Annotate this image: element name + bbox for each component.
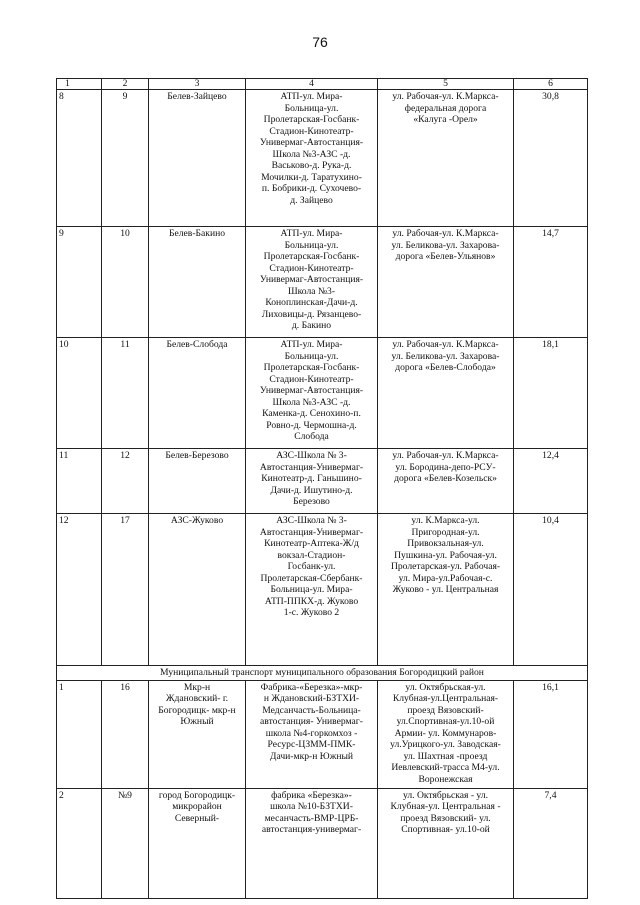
- route-length: 10,4: [514, 514, 588, 666]
- route-length: 14,7: [514, 227, 588, 338]
- route-number: 11: [102, 338, 149, 449]
- route-streets: ул. Октябрьская-ул. Клубная-ул.Центральная- проезд Вязовский- ул.Спортивная-ул.10-ой Армии- ул. Коммунаров- ул.Урицкого-ул. Заводская- ул. Шахтная -проезд Иевлевский-трасса М4-ул. Воронежская: [378, 680, 514, 788]
- route-number: №9: [102, 788, 149, 898]
- route-streets: ул. К.Маркса-ул. Пригородная-ул. Привокзальная-ул. Пушкина-ул. Рабочая-ул. Пролетарская-ул. Рабочая- ул. Мира-ул.Рабочая-с. Жуково - ул. Центральная: [378, 514, 514, 666]
- routes-table: [56, 78, 588, 899]
- route-number: 9: [102, 90, 149, 227]
- route-number: 10: [102, 227, 149, 338]
- route-streets: ул. Рабочая-ул. К.Маркса- ул. Бородина-депо-РСУ- дорога «Белев-Козельск»: [378, 449, 514, 514]
- row-number: 1: [57, 680, 102, 788]
- route-stops: АТП-ул. Мира- Больница-ул. Пролетарская-Госбанк- Стадион-Кинотеатр- Универмаг-Автостанция- Школа №3-АЗС -д. Васьково-д. Рука-д. Мочилки-д. Таратухино- п. Бобрики-д. Сухочево- д. Зайцево: [246, 90, 378, 227]
- header-cell-3: 3: [149, 79, 246, 90]
- section-title-row: [57, 666, 588, 681]
- route-streets: ул. Рабочая-ул. К.Маркса- ул. Беликова-ул. Захарова- дорога «Белев-Слобода»: [378, 338, 514, 449]
- route-stops: АТП-ул. Мира- Больница-ул. Пролетарская-Госбанк- Стадион-Кинотеатр- Универмаг-Автостанция- Школа №3-АЗС -д. Каменка-д. Сенохино-п. Ровно-д. Чермошна-д. Слобода: [246, 338, 378, 449]
- route-number: 17: [102, 514, 149, 666]
- header-cell-5: 5: [378, 79, 514, 90]
- table-row: [57, 227, 588, 338]
- table-row: [57, 788, 588, 898]
- route-length: 16,1: [514, 680, 588, 788]
- route-length: 18,1: [514, 338, 588, 449]
- route-name: Белев-Бакино: [149, 227, 246, 338]
- route-stops: АЗС-Школа № 3- Автостанция-Универмаг- Кинотеатр-д. Ганьшино- Дачи-д. Ишутино-д. Березово: [246, 449, 378, 514]
- route-length: 7,4: [514, 788, 588, 898]
- table-row: [57, 514, 588, 666]
- table-row: [57, 449, 588, 514]
- row-number: 9: [57, 227, 102, 338]
- row-number: 11: [57, 449, 102, 514]
- route-name: Белев-Зайцево: [149, 90, 246, 227]
- route-streets: ул. Рабочая-ул. К.Маркса- ул. Беликова-ул. Захарова- дорога «Белев-Ульянов»: [378, 227, 514, 338]
- route-stops: фабрика «Березка»- школа №10-БЗТХИ- месанчасть-ВМР-ЦРБ- автостанция-универмаг-: [246, 788, 378, 898]
- route-name: Белев-Березово: [149, 449, 246, 514]
- route-length: 12,4: [514, 449, 588, 514]
- route-streets: ул. Рабочая-ул. К.Маркса- федеральная дорога «Калуга -Орел»: [378, 90, 514, 227]
- route-number: 16: [102, 680, 149, 788]
- section-title: Муниципальный транспорт муниципального образования Богородицкий район: [57, 666, 588, 681]
- route-name: Белев-Слобода: [149, 338, 246, 449]
- header-cell-4: 4: [246, 79, 378, 90]
- route-name: Мкр-н Ждановский- г. Богородицк- мкр-н Южный: [149, 680, 246, 788]
- route-length: 30,8: [514, 90, 588, 227]
- header-cell-6: 6: [514, 79, 588, 90]
- header-cell-1: 1: [57, 79, 102, 90]
- table-header-row: [57, 79, 588, 90]
- route-stops: Фабрика-«Березка»-мкр- н Ждановский-БЗТХИ- Медсанчасть-Больница- автостанция- Универмаг- школа №4-горкомхоз - Ресурс-ЦЗММ-ПМК- Дачи-мкр-н Южный: [246, 680, 378, 788]
- row-number: 12: [57, 514, 102, 666]
- route-number: 12: [102, 449, 149, 514]
- table-row: [57, 338, 588, 449]
- header-cell-2: 2: [102, 79, 149, 90]
- row-number: 10: [57, 338, 102, 449]
- route-streets: ул. Октябрьская - ул. Клубная-ул. Центральная - проезд Вязовский- ул. Спортивная- ул.10-ой: [378, 788, 514, 898]
- table-row: [57, 90, 588, 227]
- route-name: АЗС-Жуково: [149, 514, 246, 666]
- table-row: [57, 680, 588, 788]
- row-number: 8: [57, 90, 102, 227]
- route-stops: АТП-ул. Мира- Больница-ул. Пролетарская-Госбанк- Стадион-Кинотеатр- Универмаг-Автостанция- Школа №3- Коноплинская-Дачи-д. Лиховицы-д. Рязанцево- д. Бакино: [246, 227, 378, 338]
- page-number: 76: [312, 34, 328, 50]
- route-stops: АЗС-Школа № 3- Автостанция-Универмаг- Кинотеатр-Аптека-Ж/д вокзал-Стадион- Госбанк-ул. Пролетарская-Сбербанк- Больница-ул. Мира- АТП-ППКХ-д. Жуково 1-с. Жуково 2: [246, 514, 378, 666]
- row-number: 2: [57, 788, 102, 898]
- route-name: город Богородицк- микрорайон Северный-: [149, 788, 246, 898]
